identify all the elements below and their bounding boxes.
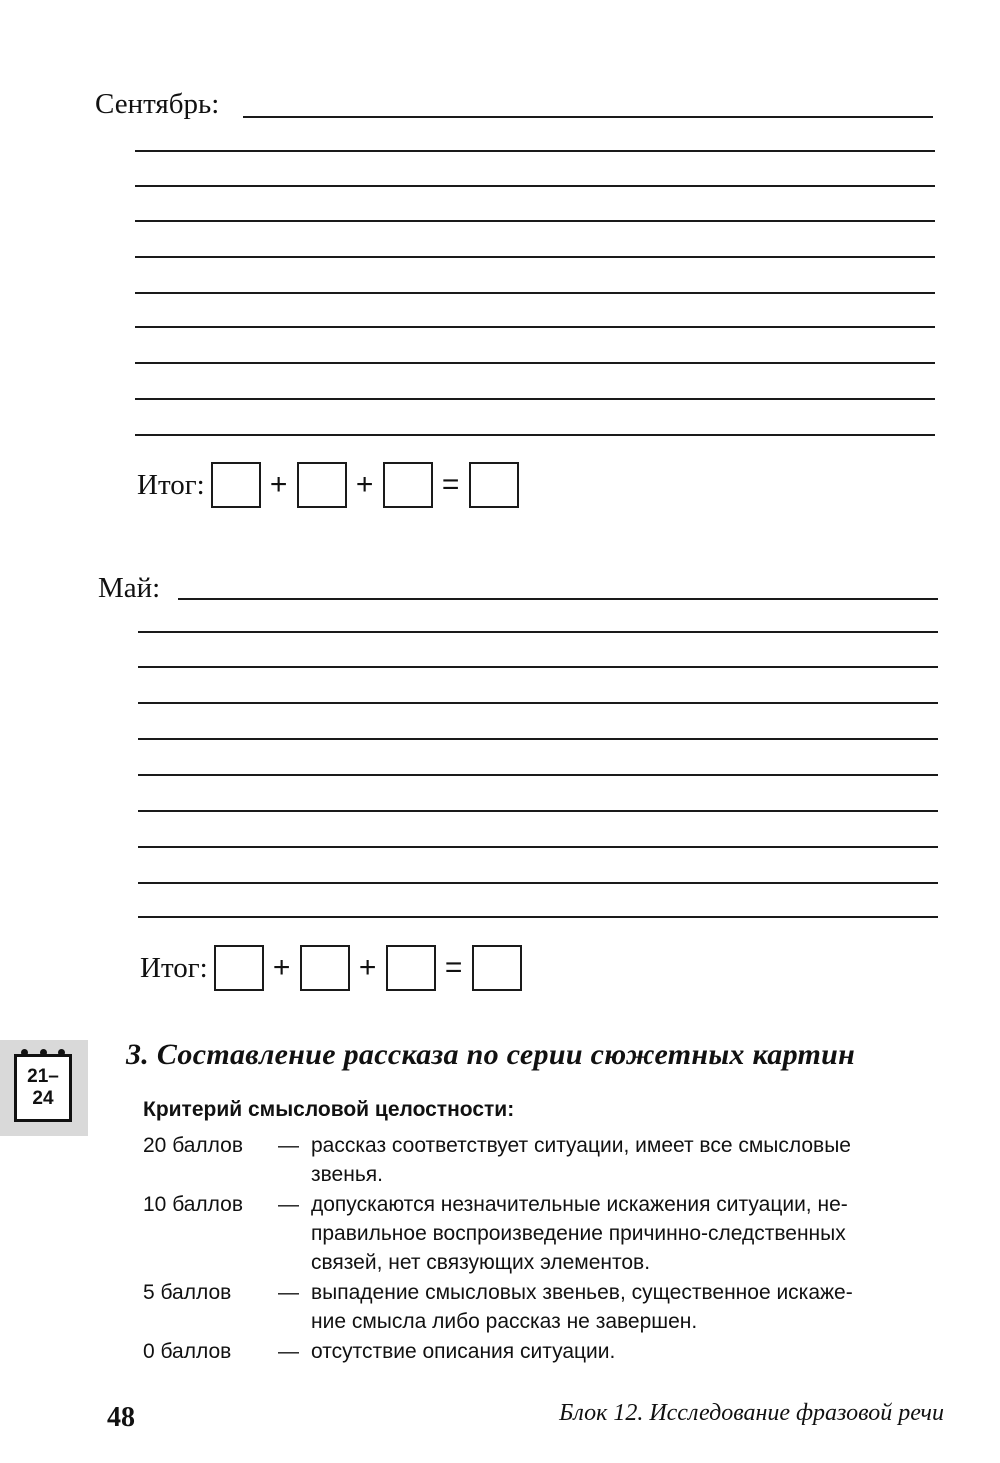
september-answer-line-6[interactable]: [135, 292, 935, 294]
september-total-box[interactable]: [469, 462, 519, 508]
september-score-box-1[interactable]: [211, 462, 261, 508]
plus-sign: +: [272, 951, 291, 984]
may-answer-line-1[interactable]: [178, 598, 938, 600]
plus-sign: +: [355, 468, 374, 501]
september-score-box-2[interactable]: [297, 462, 347, 508]
criterion-dash: —: [278, 1134, 299, 1157]
september-answer-line-8[interactable]: [135, 362, 935, 364]
criterion-points: 0 баллов: [143, 1340, 232, 1363]
september-answer-line-2[interactable]: [135, 150, 935, 152]
september-label: Сентябрь:: [95, 88, 220, 120]
may-label: Май:: [98, 572, 161, 604]
calendar-icon: [14, 1054, 72, 1122]
may-score-box-2[interactable]: [300, 945, 350, 991]
criterion-points: 10 баллов: [143, 1193, 243, 1216]
september-total-label: Итог:: [137, 468, 205, 501]
criterion-line: выпадение смысловых звеньев, существенное искаже-: [311, 1281, 853, 1304]
may-total-row: [140, 945, 522, 991]
badge-line-2: 24: [32, 1088, 54, 1109]
may-answer-line-9[interactable]: [138, 882, 938, 884]
september-answer-line-7[interactable]: [135, 326, 935, 328]
september-total-row: [137, 462, 519, 508]
may-answer-line-2[interactable]: [138, 631, 938, 633]
may-answer-line-6[interactable]: [138, 774, 938, 776]
badge-line-1: 21–: [27, 1066, 59, 1087]
criterion-line: правильное воспроизведение причинно-следственных: [311, 1222, 846, 1245]
may-answer-line-5[interactable]: [138, 738, 938, 740]
may-score-box-3[interactable]: [386, 945, 436, 991]
may-total-box[interactable]: [472, 945, 522, 991]
criterion-row: [143, 1190, 923, 1278]
page-number: 48: [107, 1402, 135, 1433]
criterion-line: рассказ соответствует ситуации, имеет все смысловые: [311, 1134, 851, 1157]
may-answer-line-4[interactable]: [138, 702, 938, 704]
criterion-line: допускаются незначительные искажения ситуации, не-: [311, 1193, 848, 1216]
september-answer-line-5[interactable]: [135, 256, 935, 258]
may-answer-line-7[interactable]: [138, 810, 938, 812]
criterion-description: [311, 1337, 921, 1366]
may-total-label: Итог:: [140, 951, 208, 984]
criterion-title: Критерий смысловой целостности:: [143, 1098, 515, 1121]
september-answer-line-9[interactable]: [135, 398, 935, 400]
equals-sign: =: [441, 468, 460, 501]
criterion-dash: —: [278, 1340, 299, 1363]
may-answer-line-3[interactable]: [138, 666, 938, 668]
lesson-badge: [0, 1040, 88, 1136]
criterion-description: [311, 1278, 921, 1336]
september-answer-line-1[interactable]: [243, 116, 933, 118]
september-answer-line-3[interactable]: [135, 185, 935, 187]
criterion-points: 5 баллов: [143, 1281, 232, 1304]
may-answer-line-8[interactable]: [138, 846, 938, 848]
criterion-line: отсутствие описания ситуации.: [311, 1340, 616, 1363]
may-answer-line-10[interactable]: [138, 916, 938, 918]
criterion-dash: —: [278, 1281, 299, 1304]
plus-sign: +: [358, 951, 377, 984]
september-score-box-3[interactable]: [383, 462, 433, 508]
criterion-row: [143, 1337, 923, 1367]
criterion-row: [143, 1278, 923, 1338]
criterion-points: 20 баллов: [143, 1134, 243, 1157]
equals-sign: =: [444, 951, 463, 984]
criterion-line: связей, нет связующих элементов.: [311, 1251, 651, 1274]
block-title: Блок 12. Исследование фразовой речи: [559, 1400, 944, 1426]
criterion-row: [143, 1131, 923, 1191]
criterion-dash: —: [278, 1193, 299, 1216]
september-answer-line-10[interactable]: [135, 434, 935, 436]
plus-sign: +: [269, 468, 288, 501]
criterion-line: ние смысла либо рассказ не завершен.: [311, 1310, 698, 1333]
criterion-line: звенья.: [311, 1163, 383, 1186]
may-score-box-1[interactable]: [214, 945, 264, 991]
september-answer-line-4[interactable]: [135, 220, 935, 222]
criterion-description: [311, 1190, 921, 1277]
criterion-description: [311, 1131, 921, 1189]
section-title: 3. Составление рассказа по серии сюжетных картин: [126, 1038, 856, 1071]
